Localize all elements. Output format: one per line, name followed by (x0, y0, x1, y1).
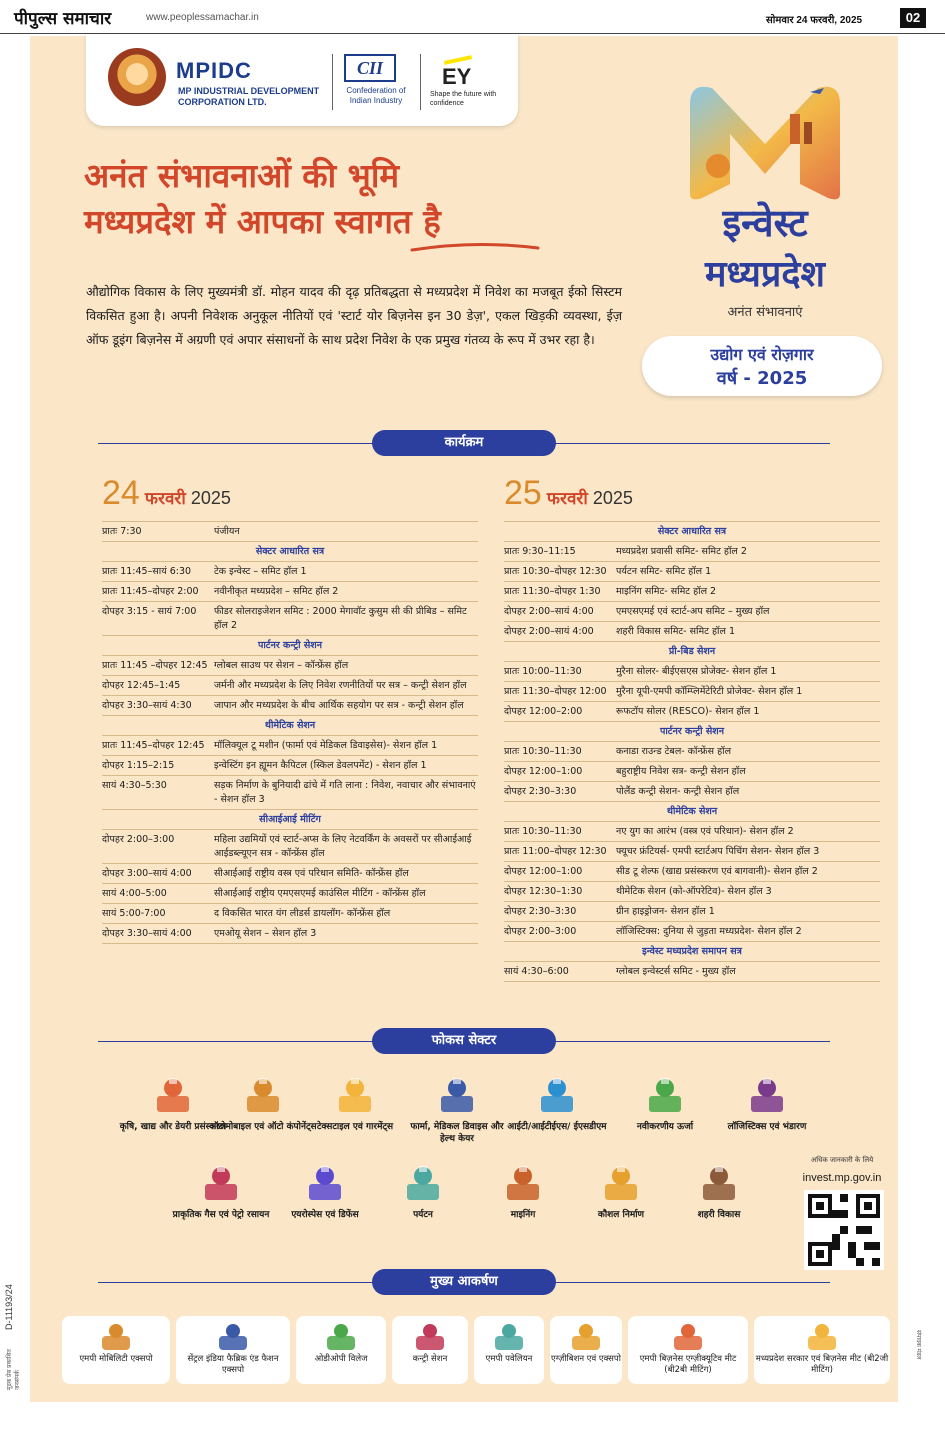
robot-arm-icon (241, 1074, 285, 1118)
ey-logo: EY (442, 64, 472, 89)
sector-card (270, 1162, 380, 1221)
session-title: मध्यप्रदेश प्रवासी समिट- समिट हॉल 2 (616, 546, 747, 557)
newspaper-date: सोमवार 24 फरवरी, 2025 (766, 15, 863, 26)
schedule-row (504, 682, 880, 702)
session-time: प्रातः 9:30–11:15 (504, 546, 576, 557)
session-time: दोपहर 2:00–3:00 (102, 834, 175, 845)
shirt-icon (333, 1074, 377, 1118)
sector-label: आईटी/आईटीईएस/ ईएसडीएम (507, 1122, 607, 1132)
sector-card (566, 1162, 676, 1221)
session-time: प्रातः 10:00–11:30 (504, 666, 582, 677)
session-time: दोपहर 3:00–सायं 4:00 (102, 868, 192, 879)
jet-icon (303, 1162, 347, 1206)
exhibition-icon (568, 1322, 604, 1354)
session-time: दोपहर 3:30–सायं 4:30 (102, 700, 192, 711)
swoosh-underline-icon (410, 240, 540, 254)
schedule-row (504, 782, 880, 802)
sector-label: कृषि, खाद्य और डेयरी प्रसंस्करण (119, 1122, 227, 1132)
monitor-icon (535, 1074, 579, 1118)
attraction-card (628, 1316, 748, 1384)
sector-card (468, 1162, 578, 1221)
session-title: बहुराष्ट्रीय निवेश सत्र- कन्ट्री सेशन हॉल (616, 766, 746, 777)
session-time: सायं 4:00–5:00 (102, 888, 167, 899)
session-title: सीआईआई राष्ट्रीय वस्त्र एवं परिधान समिति- कॉन्फ्रेंस हॉल (214, 868, 409, 879)
session-time: सायं 5:00-7:00 (102, 908, 166, 919)
year-badge-line-2: वर्ष - 2025 (716, 368, 808, 389)
bulb-gear-icon (599, 1162, 643, 1206)
logo-divider (332, 54, 333, 110)
session-title: एमएसएमई एवं स्टार्ट-अप समिट – मुख्य हॉल (616, 606, 770, 617)
schedule-row (504, 962, 880, 982)
session-title: थीमेटिक सेशन (को-ऑपरेटिव)- सेशन हॉल 3 (616, 886, 772, 897)
day-2-month: फरवरी (546, 489, 588, 509)
schedule-row (504, 862, 880, 882)
session-title: पोलैंड कन्ट्री सेशन- कन्ट्री सेशन हॉल (616, 786, 740, 797)
session-title: नवीनीकृत मध्यप्रदेश – समिट हॉल 2 (214, 586, 339, 597)
ey-tagline: Shape the future with confidence (430, 91, 497, 107)
schedule-row (102, 676, 478, 696)
newspaper-name: पीपुल्स समाचार (14, 9, 112, 29)
session-heading: सेक्टर आधारित सत्र (102, 542, 478, 562)
attraction-label: एमपी पवेलियन (485, 1354, 533, 1364)
attraction-card (296, 1316, 386, 1384)
schedule-row (504, 662, 880, 682)
sector-label: ऑटोमोबाइल एवं ऑटो कंपोनेंट्स (209, 1122, 317, 1132)
day-2-heading (504, 474, 633, 513)
session-time: प्रातः 10:30–11:30 (504, 746, 582, 757)
headline-line-1: अनंत संभावनाओं की भूमि (84, 156, 400, 195)
session-time: दोपहर 12:00–1:00 (504, 766, 583, 777)
session-title: फीडर सोलराइजेशन समिट : 2000 मेगावॉट कुसुम सी की प्रीबिड – समिट हॉल 2 (214, 606, 467, 631)
schedule-row (102, 562, 478, 582)
schedule-row (102, 656, 478, 676)
day-1-heading (102, 474, 231, 513)
city-icon (697, 1162, 741, 1206)
schedule-row (504, 562, 880, 582)
session-time: प्रातः 10:30–11:30 (504, 826, 582, 837)
sector-card (368, 1162, 478, 1221)
session-title: मुरैना यूपी-एमपी कॉम्प्लिमेंटेरिटी प्रोजेक्ट- सेशन हॉल 1 (616, 686, 803, 697)
qr-label: अधिक जानकारी के लिये (810, 1156, 874, 1164)
car-robot-icon (98, 1322, 134, 1354)
session-time: दोपहर 2:00–3:00 (504, 926, 577, 937)
session-title: द विकसित भारत यंग लीडर्स डायलॉग- कॉन्फ्रेंस हॉल (214, 908, 391, 919)
people-exchange-icon (412, 1322, 448, 1354)
mpidc-logo: MPIDC (176, 58, 252, 83)
schedule-row (102, 756, 478, 776)
session-title: एमओयू सेशन – सेशन हॉल 3 (214, 928, 317, 939)
invest-title-state: मध्यप्रदेश (704, 254, 826, 295)
sector-label: नवीकरणीय ऊर्जा (636, 1122, 694, 1132)
attraction-label: ओडीओपी विलेज (314, 1354, 368, 1364)
session-title: नए युग का आरंभ (वस्त्र एवं परिधान)- सेशन हॉल 2 (616, 826, 794, 837)
schedule-row (504, 542, 880, 562)
printer-note-left: मुद्रक प्रेस प्रकाशित जनसंपर्क (7, 1349, 21, 1390)
page-number: 02 (900, 8, 926, 28)
schedule-row (504, 702, 880, 722)
wheat-icon (151, 1074, 195, 1118)
schedule-row (504, 842, 880, 862)
sector-label: माइनिंग (510, 1210, 536, 1220)
session-heading: प्री-बिड सेशन (504, 642, 880, 662)
day-2-number: 25 (504, 474, 542, 512)
session-time: प्रातः 11:45–दोपहर 2:00 (102, 586, 199, 597)
sector-label: शहरी विकास (697, 1210, 741, 1220)
b2b-icon (670, 1322, 706, 1354)
attraction-label: सेंट्रल इंडिया फैब्रिक एंड फैशन एक्सपो (187, 1354, 279, 1375)
schedule-row (102, 830, 478, 864)
sector-card (300, 1074, 410, 1133)
session-time: दोपहर 3:15 - सायं 7:00 (102, 606, 197, 617)
invest-tagline: अनंत संभावनाएं (727, 305, 803, 320)
schedule-row (102, 904, 478, 924)
session-time: दोपहर 2:00–सायं 4:00 (504, 626, 594, 637)
invest-title: इन्वेस्ट (722, 201, 808, 245)
attraction-card (392, 1316, 468, 1384)
day-1-month: फरवरी (144, 489, 186, 509)
schedule-row (102, 522, 478, 542)
session-time: दोपहर 3:30–सायं 4:00 (102, 928, 192, 939)
flask-icon (435, 1074, 479, 1118)
session-heading: सेक्टर आधारित सत्र (504, 522, 880, 542)
session-time: प्रातः 7:30 (102, 526, 142, 537)
sector-label: फार्मा, मेडिकल डिवाइस और हेल्थ केयर (410, 1122, 504, 1144)
sector-label: पर्यटन (413, 1210, 433, 1220)
attraction-card (176, 1316, 290, 1384)
attraction-card (474, 1316, 544, 1384)
session-time: प्रातः 11:45–सायं 6:30 (102, 566, 192, 577)
section-title-attractions: मुख्य आकर्षण (372, 1269, 556, 1295)
schedule-row (504, 822, 880, 842)
schedule-row (504, 902, 880, 922)
truck-icon (745, 1074, 789, 1118)
attraction-card (754, 1316, 890, 1384)
session-title: सीआईआई राष्ट्रीय एमएसएमई काउंसिल मीटिंग - कॉन्फ्रेंस हॉल (214, 888, 426, 899)
session-time: दोपहर 2:30–3:30 (504, 906, 577, 917)
mp-emblem-icon (108, 48, 166, 106)
day-1-number: 24 (102, 474, 140, 512)
schedule-row (504, 602, 880, 622)
schedule-row (504, 742, 880, 762)
sector-card (712, 1074, 822, 1133)
windmill-icon (643, 1074, 687, 1118)
session-time: प्रातः 11:45–दोपहर 12:45 (102, 740, 205, 751)
cii-name: Confederation of Indian Industry (346, 86, 406, 105)
day-1-schedule (102, 521, 478, 944)
mpidc-name: MP INDUSTRIAL DEVELOPMENT CORPORATION LTD. (178, 86, 320, 107)
session-title: इन्वेस्टिंग इन ह्यूमन कैपिटल (स्किल डेवलपमेंट) - सेशन हॉल 1 (214, 760, 427, 771)
session-title: ग्रीन हाइड्रोजन- सेशन हॉल 1 (616, 906, 715, 917)
session-title: सीड टू शेल्फ (खाद्य प्रसंस्करण एवं बागवानी)- सेशन हॉल 2 (616, 866, 818, 877)
session-heading: सीआईआई मीटिंग (102, 810, 478, 830)
session-title: टेक इन्वेस्ट – समिट हॉल 1 (214, 566, 307, 577)
sector-label: लॉजिस्टिक्स एवं भंडारण (727, 1122, 807, 1132)
section-title-program: कार्यक्रम (372, 430, 556, 456)
session-time: प्रातः 11:30–दोपहर 1:30 (504, 586, 601, 597)
attraction-label: एमपी मोबिलिटी एक्सपो (79, 1354, 153, 1364)
session-time: सायं 4:30–6:00 (504, 966, 569, 977)
schedule-row (102, 736, 478, 756)
day-2-schedule (504, 521, 880, 982)
session-title: महिला उद्यमियों एवं स्टार्ट-अप्स के लिए नेटवर्किंग के अवसरों पर सीआईआई आईडब्ल्यूएन सत्र - कॉन्फ्रेंस हॉल (214, 834, 472, 859)
session-time: दोपहर 2:00–सायं 4:00 (504, 606, 594, 617)
sector-label: एयरोस्पेस एवं डिफेंस (291, 1210, 359, 1220)
sector-card (402, 1074, 512, 1145)
sector-card (166, 1162, 276, 1221)
session-time: प्रातः 11:30–दोपहर 12:00 (504, 686, 607, 697)
fabric-icon (215, 1322, 251, 1354)
session-title: जापान और मध्यप्रदेश के बीच आर्थिक सहयोग पर सत्र - कन्ट्री सेशन हॉल (214, 700, 464, 711)
qr-code-icon[interactable] (804, 1190, 884, 1270)
year-badge-line-1: उद्योग एवं रोज़गार (710, 345, 814, 364)
printer-note-right: संपादक मंडल (915, 1330, 921, 1360)
refinery-icon (199, 1162, 243, 1206)
session-title: रूफटॉप सोलर (RESCO)- सेशन हॉल 1 (616, 706, 760, 717)
mp-map-icon (323, 1322, 359, 1354)
session-time: दोपहर 12:30–1:30 (504, 886, 583, 897)
attraction-label: एग्ज़ीबिशन एवं एक्सपो (551, 1354, 621, 1364)
session-time: प्रातः 11:45 –दोपहर 12:45 (102, 660, 208, 671)
attraction-label: मध्यप्रदेश सरकार एवं बिज़नेस मीट (बी2जी मीटिंग) (755, 1354, 889, 1375)
excavator-icon (501, 1162, 545, 1206)
session-title: लॉजिस्टिक्स: दुनिया से जुड़ता मध्यप्रदेश- सेशन हॉल 2 (616, 926, 802, 937)
session-time: दोपहर 2:30–3:30 (504, 786, 577, 797)
session-time: प्रातः 10:30–दोपहर 12:30 (504, 566, 607, 577)
session-time: दोपहर 12:00–1:00 (504, 866, 583, 877)
session-title: पंजीयन (214, 526, 240, 537)
schedule-row (504, 762, 880, 782)
session-title: ग्लोबल इन्वेस्टर्स समिट - मुख्य हॉल (616, 966, 736, 977)
sector-card (502, 1074, 612, 1133)
schedule-row (102, 864, 478, 884)
attraction-card (62, 1316, 170, 1384)
session-time: प्रातः 11:00–दोपहर 12:30 (504, 846, 607, 857)
section-title-focus: फोकस सेक्टर (372, 1028, 556, 1054)
session-time: दोपहर 12:00–2:00 (504, 706, 583, 717)
session-heading: थीमेटिक सेशन (504, 802, 880, 822)
cii-logo: CII (344, 54, 396, 82)
sector-label: टेक्सटाइल एवं गारमेंट्स (316, 1122, 394, 1132)
attraction-card (550, 1316, 622, 1384)
schedule-row (504, 622, 880, 642)
sector-label: कौशल निर्माण (597, 1210, 645, 1220)
headline-line-2: मध्यप्रदेश में आपका स्वागत है (84, 202, 441, 241)
schedule-row (102, 696, 478, 716)
sector-card (664, 1162, 774, 1221)
session-title: ग्लोबल साउथ पर सेशन – कॉन्फ्रेंस हॉल (214, 660, 349, 671)
session-time: दोपहर 12:45–1:45 (102, 680, 181, 691)
schedule-row (102, 924, 478, 944)
b2g-icon (804, 1322, 840, 1354)
session-title: फ्यूचर फ्रंटियर्स- एमपी स्टार्टअप पिचिंग सेशन- सेशन हॉल 3 (616, 846, 820, 857)
attraction-label: कन्ट्री सेशन (412, 1354, 448, 1364)
schedule-row (102, 776, 478, 810)
qr-website-link[interactable]: invest.mp.gov.in (802, 1172, 882, 1184)
session-heading: थीमेटिक सेशन (102, 716, 478, 736)
session-time: सायं 4:30–5:30 (102, 780, 167, 791)
session-title: सड़क निर्माण के बुनियादी ढांचे में गति लाना : निवेश, नवाचार और संभावनाएं - सेशन हॉल 3 (214, 780, 476, 805)
session-title: मॉलिक्यूल टू मशीन (फार्मा एवं मेडिकल डिवाइसेस)- सेशन हॉल 1 (214, 740, 438, 751)
schedule-row (102, 602, 478, 636)
session-title: पर्यटन समिट- समिट हॉल 1 (616, 566, 712, 577)
schedule-row (504, 582, 880, 602)
day-2-year: 2025 (592, 488, 633, 508)
schedule-row (504, 922, 880, 942)
schedule-row (102, 582, 478, 602)
pavilion-icon (491, 1322, 527, 1354)
day-1-year: 2025 (190, 488, 231, 508)
session-title: शहरी विकास समिट- समिट हॉल 1 (616, 626, 735, 637)
attraction-label: एमपी बिज़नेस एग्ज़ीक्यूटिव मीट (बी2बी मीटिंग) (639, 1354, 737, 1375)
monument-icon (401, 1162, 445, 1206)
logo-divider (420, 54, 421, 110)
sector-label: प्राकृतिक गैस एवं पेट्रो रसायन (172, 1210, 270, 1220)
session-heading: पार्टनर कन्ट्री सेशन (102, 636, 478, 656)
schedule-row (102, 884, 478, 904)
session-title: माइनिंग समिट- समिट हॉल 2 (616, 586, 717, 597)
session-title: मुरैना सोलर- बीईएसएस प्रोजेक्ट- सेशन हॉल 1 (616, 666, 777, 677)
session-title: कनाडा राउन्ड टेबल- कॉन्फ्रेंस हॉल (616, 746, 732, 757)
session-heading: इन्वेस्ट मध्यप्रदेश समापन सत्र (504, 942, 880, 962)
ad-code: D-11193/24 (4, 1284, 14, 1330)
sector-card (610, 1074, 720, 1133)
invest-mp-logo-icon (670, 74, 860, 204)
intro-paragraph: औद्योगिक विकास के लिए मुख्यमंत्री डॉ. मोहन यादव की दृढ़ प्रतिबद्धता से मध्यप्रदेश में निवेश का मजबूत ईको सिस्टम विकसित हुआ है। अपनी निवेशक अनुकूल नीतियों एवं 'स्टार्ट योर बिज़नेस इन 30 डेज़', एकल खिड़की व्यवस्था, ईज़ ऑफ डूइंग बिज़नेस में अग्रणी एवं अपार संसाधनों के साथ प्रदेश निवेश के एक प्रमुख गंतव्य के रूप में उभर रहा है। (86, 284, 622, 347)
newspaper-url[interactable]: www.peoplessamachar.in (146, 12, 259, 23)
session-time: दोपहर 1:15–2:15 (102, 760, 175, 771)
schedule-row (504, 882, 880, 902)
session-heading: पार्टनर कन्ट्री सेशन (504, 722, 880, 742)
session-title: जर्मनी और मध्यप्रदेश के लिए निवेश रणनीतियों पर सत्र – कन्ट्री सेशन हॉल (214, 680, 467, 691)
